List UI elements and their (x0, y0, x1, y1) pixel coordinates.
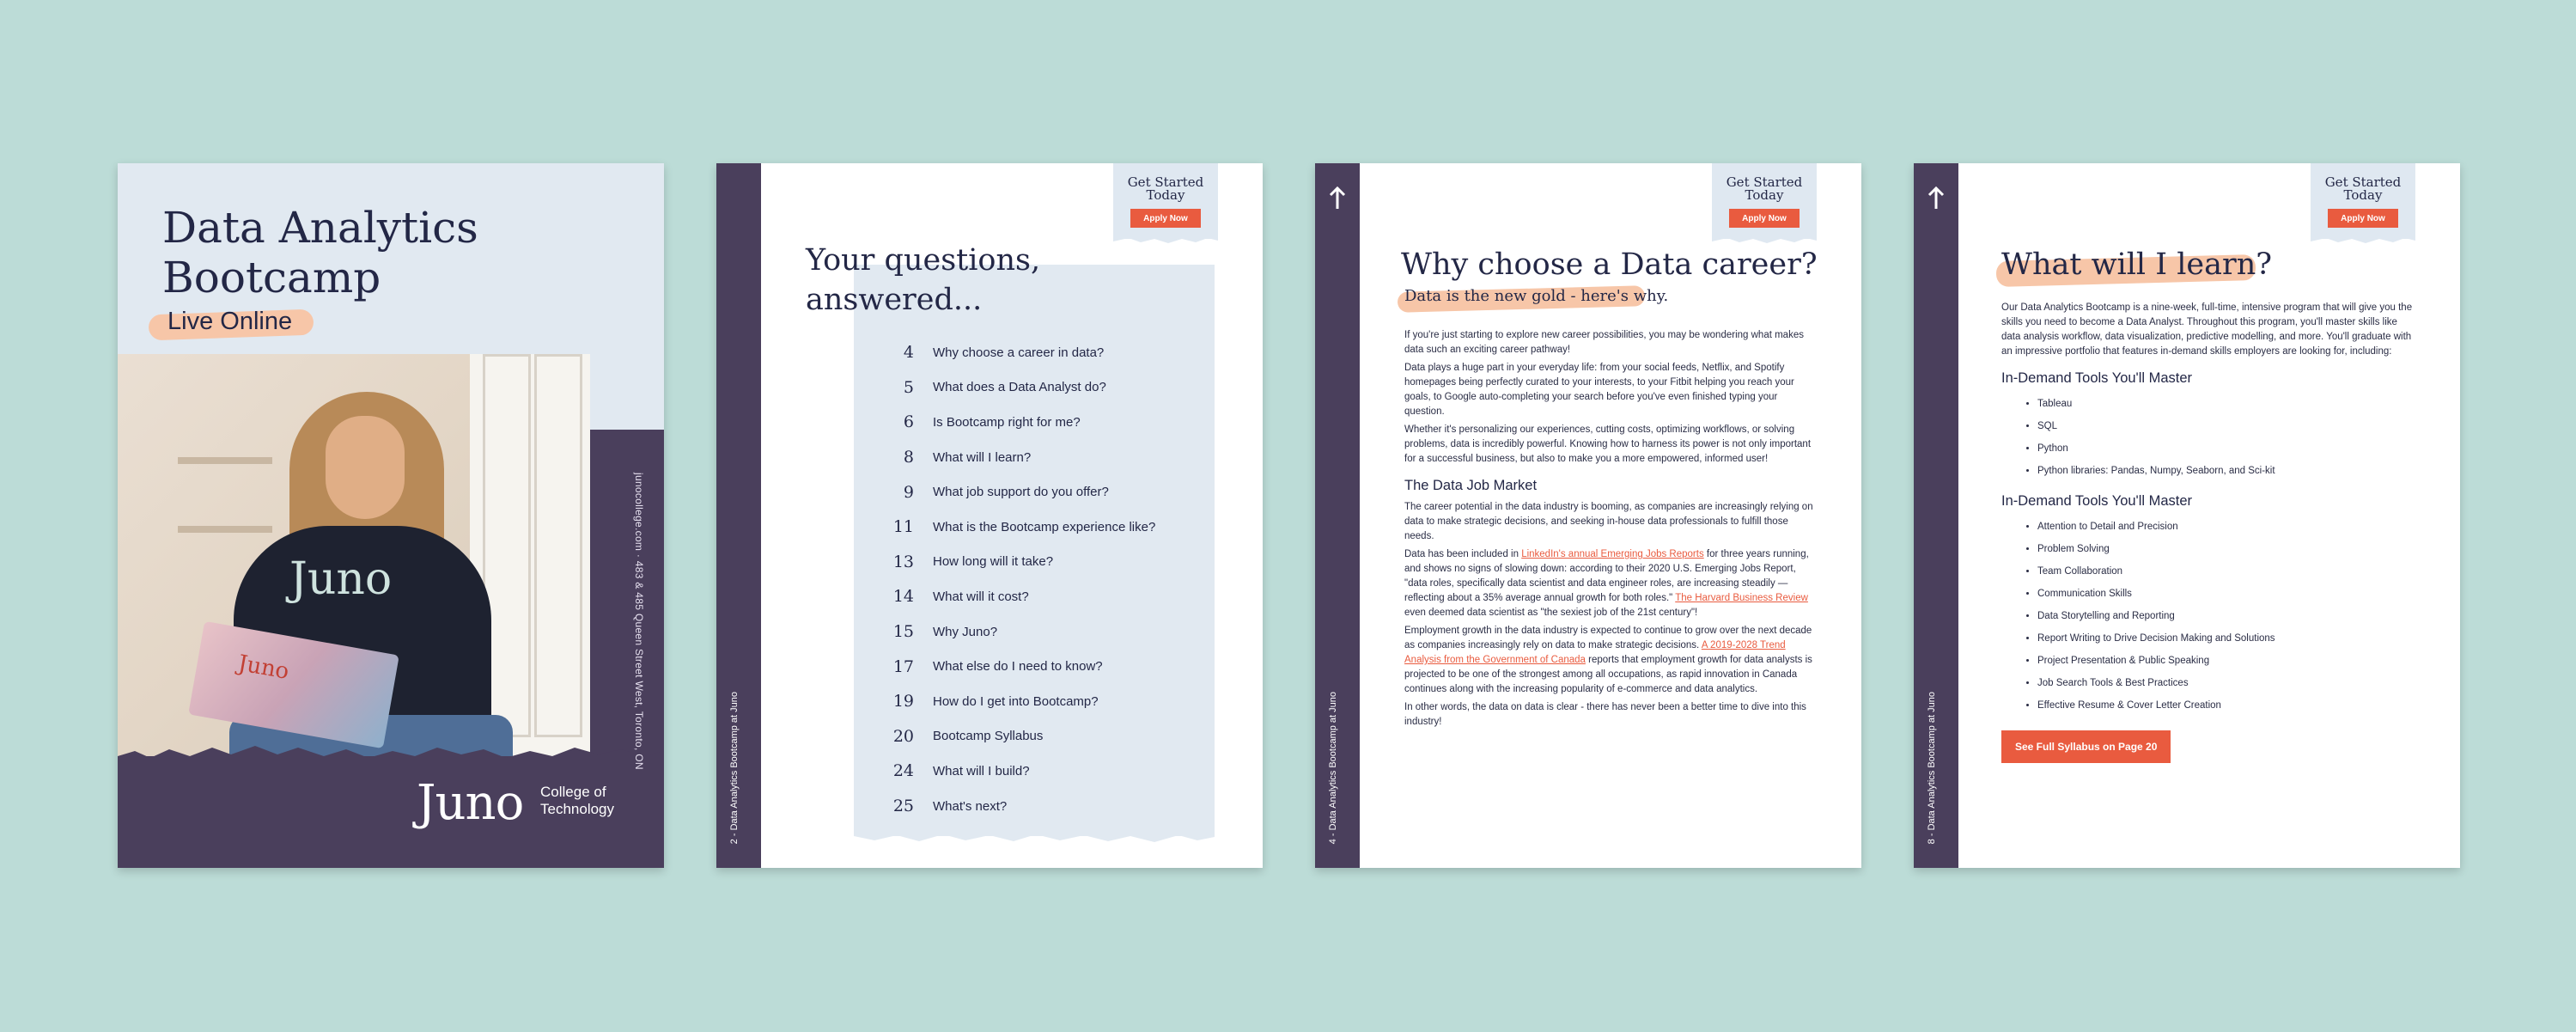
toc-title: Your questions, answered... (806, 243, 1041, 317)
spine-label: 2 - Data Analytics Bootcamp at Juno (729, 691, 740, 844)
tools-heading: In-Demand Tools You'll Master (2001, 370, 2193, 386)
page-spine (1315, 163, 1360, 868)
cover-photo (118, 354, 590, 756)
toc-page-number: 9 (903, 482, 914, 502)
list-item: • Data Storytelling and Reporting (2037, 605, 2417, 627)
career-page (1315, 163, 1861, 868)
toc-item[interactable] (880, 614, 1155, 650)
paragraph: Data plays a huge part in your everyday life: from your social feeds, Netflix, and Spotify homepages being perfectly curated to your interests, to your Fitbit helping you reach your goals, to Google auto-completing your search before you've even finished typing your question. (1404, 363, 1794, 417)
list-item: • Python (2037, 437, 2417, 460)
toc-item[interactable] (880, 789, 1155, 824)
spine-label: 4 - Data Analytics Bootcamp at Juno (1328, 691, 1338, 844)
toc-item[interactable] (880, 649, 1155, 684)
juno-logo-subtitle: College of Technology (540, 784, 615, 817)
get-started-tab (2311, 163, 2415, 239)
toc-page-number: 5 (903, 377, 914, 397)
juno-logo: Juno (417, 775, 524, 831)
paragraph: Employment growth in the data industry is expected to continue to grow over the next decade as companies increasingly rely on data to make strategic decisions. A 2019-2028 Trend Analysis from the Government of Canada reports that employment growth for data analysts is projected to be one of the strongest among all occupations, as rapid innovation in Canada continues along with the increasing popularity of e-commerce and data analytics. (1404, 626, 1812, 694)
list-item: • Effective Resume & Cover Letter Creation (2037, 694, 2417, 717)
list-item: • Project Presentation & Public Speaking (2037, 650, 2417, 672)
toc-item-label: Bootcamp Syllabus (933, 729, 1044, 744)
arrow-up-icon[interactable] (1927, 186, 1946, 211)
toc-item-label: Is Bootcamp right for me? (933, 414, 1081, 430)
list-item: • SQL (2037, 415, 2417, 437)
get-started-label: Get Started Today (2324, 174, 2402, 203)
toc-item-label: What's next? (933, 798, 1008, 814)
toc-item-label: How long will it take? (933, 554, 1054, 570)
toc-item-label: What job support do you offer? (933, 485, 1109, 500)
toc-item-label: Why Juno? (933, 624, 998, 639)
government-trend-link[interactable]: A 2019-2028 Trend Analysis from the Government of Canada (1404, 640, 1786, 665)
toc-item-label: What else do I need to know? (933, 659, 1103, 675)
list-item: • Python libraries: Pandas, Numpy, Seaborn, and Sci-kit (2037, 460, 2417, 482)
torn-edge (2311, 235, 2415, 244)
toc-item[interactable] (880, 335, 1155, 370)
section-heading: The Data Job Market (1404, 478, 1538, 493)
hbr-link[interactable]: The Harvard Business Review (1675, 593, 1808, 603)
toc-item[interactable] (880, 754, 1155, 789)
toc-item-label: How do I get into Bootcamp? (933, 693, 1099, 709)
skills-list (2001, 516, 2417, 717)
linkedin-report-link[interactable]: LinkedIn's annual Emerging Jobs Reports (1521, 549, 1704, 559)
toc-item-label: What is the Bootcamp experience like? (933, 519, 1156, 534)
sweater-logo: Juno (289, 553, 393, 605)
toc-item[interactable] (880, 719, 1155, 754)
toc-item-label: What does a Data Analyst do? (933, 380, 1106, 395)
cover-title: Data Analytics Bootcamp (162, 203, 478, 302)
get-started-tab (1712, 163, 1817, 239)
toc-item[interactable] (880, 579, 1155, 614)
toc-item[interactable] (880, 440, 1155, 475)
list-item: • Communication Skills (2037, 583, 2417, 605)
page-title: What will I learn? (2001, 247, 2272, 282)
list-item: • Attention to Detail and Precision (2037, 516, 2417, 538)
skills-heading: In-Demand Tools You'll Master (2001, 493, 2193, 509)
learn-body (2001, 301, 2417, 763)
toc-page-number: 13 (892, 552, 914, 571)
toc-page-number: 14 (892, 587, 914, 607)
list-item: • Report Writing to Drive Decision Making and Solutions (2037, 627, 2417, 650)
get-started-label: Get Started Today (1726, 174, 1803, 203)
see-syllabus-button[interactable]: See Full Syllabus on Page 20 (2001, 730, 2171, 763)
learn-page (1914, 163, 2460, 868)
toc-page-number: 4 (903, 343, 914, 363)
paragraph: In other words, the data on data is clear - there has never been a better time to dive into this industry! (1404, 702, 1806, 727)
toc-item-label: What will I learn? (933, 449, 1032, 465)
tools-list (2001, 393, 2417, 482)
toc-page-number: 19 (892, 692, 914, 711)
torn-edge (1113, 235, 1218, 244)
toc-item[interactable] (880, 510, 1155, 545)
get-started-tab (1113, 163, 1218, 239)
toc-page-number: 6 (903, 412, 914, 432)
shelf (178, 457, 272, 464)
apply-now-button[interactable]: Apply Now (2328, 209, 2398, 228)
page-tagline: Data is the new gold - here's why. (1404, 287, 1669, 305)
cover-subtitle: Live Online (167, 308, 293, 335)
window-pane (534, 354, 582, 737)
toc-page-number: 17 (892, 656, 914, 676)
cover-address: junocollege.com · 483 & 485 Queen Street West, Toronto, ON (633, 473, 645, 770)
list-item: • Team Collaboration (2037, 560, 2417, 583)
person-face (326, 416, 405, 519)
toc-item-label: What will I build? (933, 763, 1030, 779)
list-item: • Problem Solving (2037, 538, 2417, 560)
cover-page (118, 163, 664, 868)
arrow-up-icon[interactable] (1328, 186, 1347, 211)
list-item: • Tableau (2037, 393, 2417, 415)
torn-paper-edge (118, 739, 664, 773)
toc-page-number: 8 (903, 448, 914, 467)
toc-item[interactable] (880, 545, 1155, 580)
shelf (178, 526, 272, 533)
paragraph: If you're just starting to explore new career possibilities, you may be wondering what makes data such an exciting career pathway! (1404, 330, 1804, 355)
paragraph: The career potential in the data industry is booming, as companies are increasingly relying on data to make strategic decisions, and seeking in-house data professionals to fulfill those needs. (1404, 502, 1813, 541)
toc-page-number: 11 (892, 517, 914, 537)
apply-now-button[interactable]: Apply Now (1729, 209, 1800, 228)
toc-page-number: 25 (892, 797, 914, 816)
toc-item[interactable] (880, 370, 1155, 406)
page-spine (716, 163, 761, 868)
panel-torn-edge (854, 825, 1215, 851)
toc-item[interactable] (880, 474, 1155, 510)
toc-item-label: What will it cost? (933, 589, 1029, 604)
toc-page-number: 15 (892, 622, 914, 642)
list-item: • Job Search Tools & Best Practices (2037, 672, 2417, 694)
page-title: Why choose a Data career? (1401, 247, 1818, 282)
spine-label: 8 - Data Analytics Bootcamp at Juno (1927, 691, 1937, 844)
get-started-label: Get Started Today (1127, 174, 1204, 203)
toc-page-number: 24 (892, 761, 914, 781)
toc-list (880, 335, 1155, 823)
toc-item[interactable] (880, 684, 1155, 719)
torn-edge (1712, 235, 1817, 244)
apply-now-button[interactable]: Apply Now (1130, 209, 1201, 228)
career-body (1404, 328, 1820, 733)
paragraph: Our Data Analytics Bootcamp is a nine-week, full-time, intensive program that will give you the skills you need to become a Data Analyst. Throughout this program, you'll master skills like data analysis workflow, data visualization, predictive modelling, and more. You'll graduate with an impressive portfolio that features in-demand skills employers are looking for, including: (2001, 302, 2413, 357)
paragraph: Data has been included in LinkedIn's annual Emerging Jobs Reports for three years running, and shows no signs of slowing down: according to their 2020 U.S. Emerging Jobs Report, "data roles, specifically data scientist and data engineer roles, are increasing steadily — reflecting about a 35% average annual growth for both roles." The Harvard Business Review even deemed data scientist as "the sexiest job of the 21st century"! (1404, 549, 1809, 618)
toc-item-label: Why choose a career in data? (933, 345, 1105, 360)
page-spine (1914, 163, 1958, 868)
paragraph: Whether it's personalizing our experiences, cutting costs, optimizing workflows, or solving problems, data is incredibly powerful. Knowing how to harness its power is not only important for a successful business, but also to make you a more empowered, informed user! (1404, 424, 1812, 464)
toc-page-number: 20 (892, 726, 914, 746)
toc-page (716, 163, 1263, 868)
laptop-sticker: Juno (235, 650, 291, 685)
toc-item[interactable] (880, 405, 1155, 440)
